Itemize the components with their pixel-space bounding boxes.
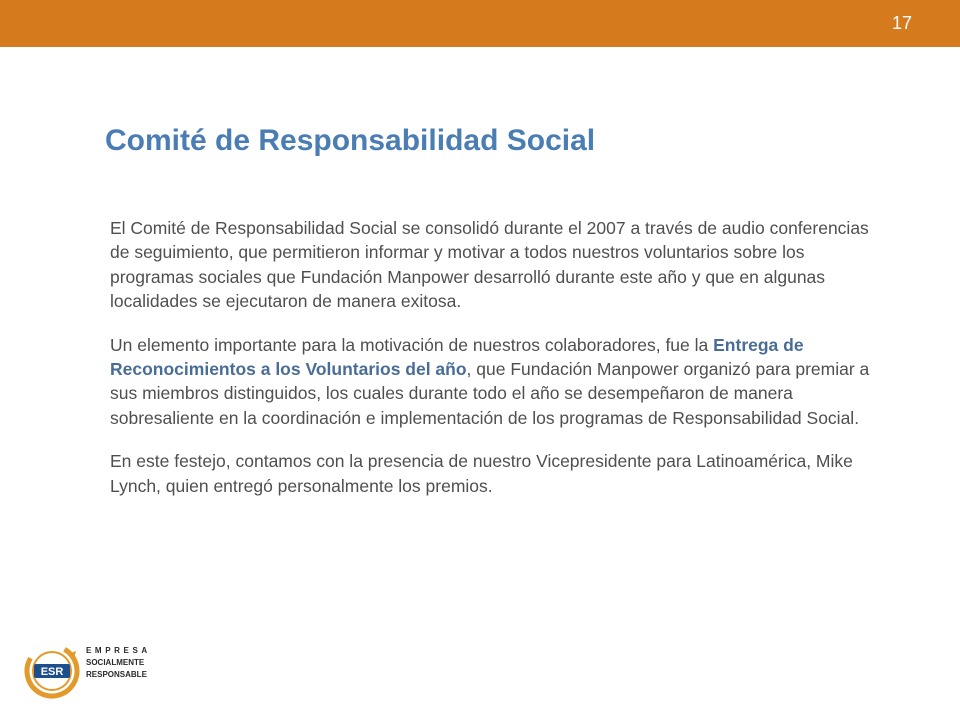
- paragraph-2-intro: Un elemento importante para la motivación de nuestros colaboradores, fue la: [110, 334, 714, 355]
- logo-badge-text: ESR: [40, 666, 64, 678]
- logo-line-1: EMPRESA: [86, 646, 151, 655]
- esr-logo: [24, 637, 164, 705]
- paragraph-3: En este festejo, contamos con la presencia de nuestro Vicepresidente para Latinoamérica, Mike Lynch, quien entregó personalmente los premios.: [110, 451, 853, 496]
- paragraph-2-rest: , que Fundación Manpower organizó para premiar a sus miembros distinguidos, los cuales durante todo el año se desempeñaron de manera sobresaliente en la coordinación e implementación de los programas de Responsabilidad Social.: [110, 359, 870, 428]
- header-bar: [0, 0, 960, 47]
- logo-line-3: RESPONSABLE: [86, 670, 147, 679]
- slide-title: Comité de Responsabilidad Social: [105, 124, 596, 157]
- page-number: 17: [891, 13, 912, 33]
- slide-body: [110, 216, 870, 517]
- logo-wordmark: [86, 645, 151, 681]
- esr-emblem-icon: [24, 637, 82, 705]
- paragraph-2: [110, 333, 870, 431]
- highlighted-phrase: Entrega de Reconocimientos a los Voluntarios del año: [110, 334, 804, 380]
- logo-line-2: SOCIALMENTE: [86, 658, 145, 667]
- paragraph-1: El Comité de Responsabilidad Social se consolidó durante el 2007 a través de audio conferencias de seguimiento, que permitieron informar y motivar a todos nuestros voluntarios sobre los programas sociales que Fundación Manpower desarrolló durante este año y que en algunas localidades se ejecutaron de manera exitosa.: [110, 218, 869, 312]
